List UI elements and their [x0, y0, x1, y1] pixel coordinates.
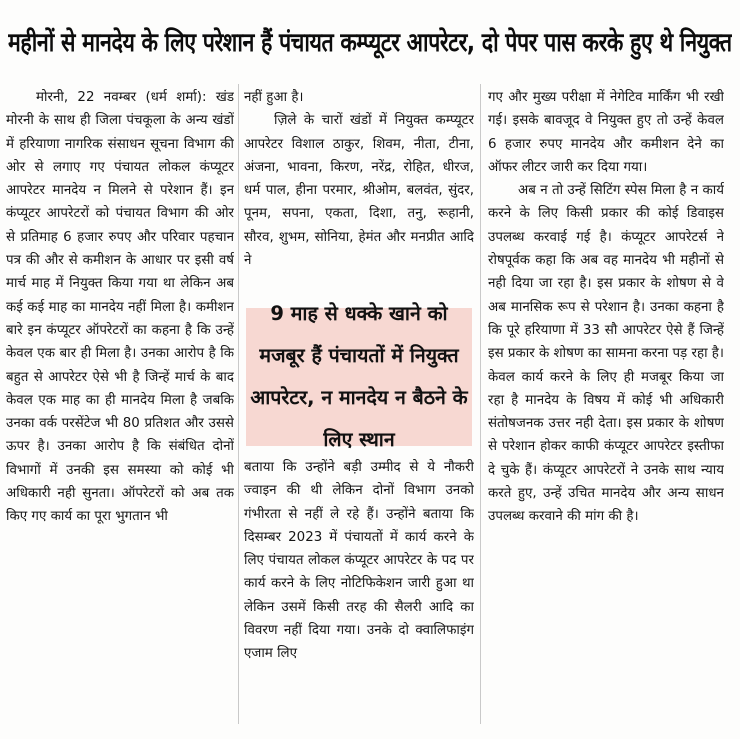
article-paragraph: गए और मुख्य परीक्षा में नेगेटिव मार्किंग भी रखी गई। इसके बावजूद वे नियुक्त हुए तो उन्हें केवल 6 हजार रुपए मानदेय और कमीशन देने का ऑफर लीटर जारी कर दिया गया। [488, 90, 724, 175]
article-paragraph: ज़िले के चारों खंडों में नियुक्त कम्प्यूटर आपरेटर विशाल ठाकुर, शिवम, नीता, टीना, अंजना, भावना, किरण, नरेंद्र, रोहित, धीरज, धर्म पाल, हीना परमार, श्रीओम, बलवंत, सुंदर, पूनम, सपना, एकता, दिशा, तनु, रूहानी, सौरव, शुभम, सोनिया, हेमंत और मनप्रीत आदि ने [244, 113, 474, 269]
dateline: मोरनी, 22 नवम्बर (धर्म शर्मा): [36, 90, 207, 105]
article-paragraph [6, 86, 234, 529]
article-paragraph: नहीं हुआ है। [244, 90, 304, 105]
article-paragraph: बताया कि उन्होंने बड़ी उम्मीद से ये नौकरी ज्वाइन की थी लेकिन दोनों विभाग उनको गंभीरता से नहीं ले रहे हैं। उन्होंने बताया कि दिसम्बर 2023 में पंचायतों में कार्य करने के लिए पंचायत लोकल कंप्यूटर आपरेटर के पद पर कार्य करने के लिए नोटिफिकेशन जारी हुआ था लेकिन उसमें किसी तरह की सैलरी आदि का विवरण नहीं दिया गया। उनके दो क्वालिफाइंग एजाम लिए [244, 460, 474, 662]
paragraph-text: खंड मोरनी के साथ ही जिला पंचकूला के अन्य खंडों में हरियाणा नागरिक संसाधन सूचना विभाग की ओर से लगाए गए पंचायत लोकल कंप्यूटर आपरेटर मानदेय न मिलने से परेशान हैं। इन कंप्यूटर आपरेटरों को पंचायत विभाग की ओर से प्रतिमाह 6 हजार रुपए और परिवार पहचान पत्र की और से कमीशन के आधार पर इसी वर्ष मार्च माह में नियुक्त किया गया था लेकिन अब कई कई माह का मानदेय नहीं मिला है। कमीशन बारे इन कंप्यूटर ऑपरेटरों का कहना है कि उन्हें केवल एक बार ही मिला है। उनका आरोप है कि बहुत से आपरेटर ऐसे भी है जिन्हें मार्च के बाद केवल एक माह का ही मानदेय मिला है जबकि उनका वर्क परसेंटेज भी 80 प्रतिशत और उससे ऊपर है। उनका आरोप है कि संबंधित दोनों विभागों में उनकी इस समस्या को कोई भी अधिकारी नही सुनता। ऑपरेटरों को अब तक किए गए कार्य का पूरा भुगतान भी [6, 90, 234, 525]
column-divider [480, 84, 481, 724]
headline: महीनों से मानदेय के लिए परेशान हैं पंचायत कम्प्यूटर आपरेटर, दो पेपर पास करके हुए थे नियुक्त [8, 28, 732, 58]
column-2-upper [244, 86, 474, 272]
pull-quote-box [246, 302, 472, 451]
column-divider [238, 84, 239, 724]
article-paragraph: अब न तो उन्हें सिटिंग स्पेस मिला है न कार्य करने के लिए किसी प्रकार की कोई डिवाइस उपलब्ध करवाई गई है। कंप्यूटर आपरेटर्स ने रोषपूर्वक कहा कि अब वह मानदेय भी महीनों से नही दिया जा रहा है। इस प्रकार के शोषण से वे अब मानसिक रूप से परेशान है। उनका कहना है कि पूरे हरियाणा में 33 सौ आपरेटर ऐसे हैं जिन्हें इस प्रकार के शोषण का सामना करना पड़ रहा है। केवल कार्य करने के लिए ही मजबूर किया जा रहा है मानदेय के विषय में कोई भी अधिकारी संतोषजनक उत्तर नही देता। इस प्रकार के शोषण से परेशान होकर काफी कंप्यूटर आपरेटर इस्तीफा दे चुके हैं। कंप्यूटर आपरेटरों ने उनके साथ न्याय करते हुए, उन्हें उचित मानदेय और अन्य साधन उपलब्ध करवाने की मांग की है। [488, 183, 724, 525]
pull-quote-text: 9 माह से धक्के खाने को मजबूर हैं पंचायतों में नियुक्त आपरेटर, न मानदेय न बैठने के लिए स्थान [250, 302, 468, 451]
column-2-lower [244, 456, 474, 666]
article-column-1 [6, 86, 234, 726]
article-column-3 [488, 86, 724, 726]
